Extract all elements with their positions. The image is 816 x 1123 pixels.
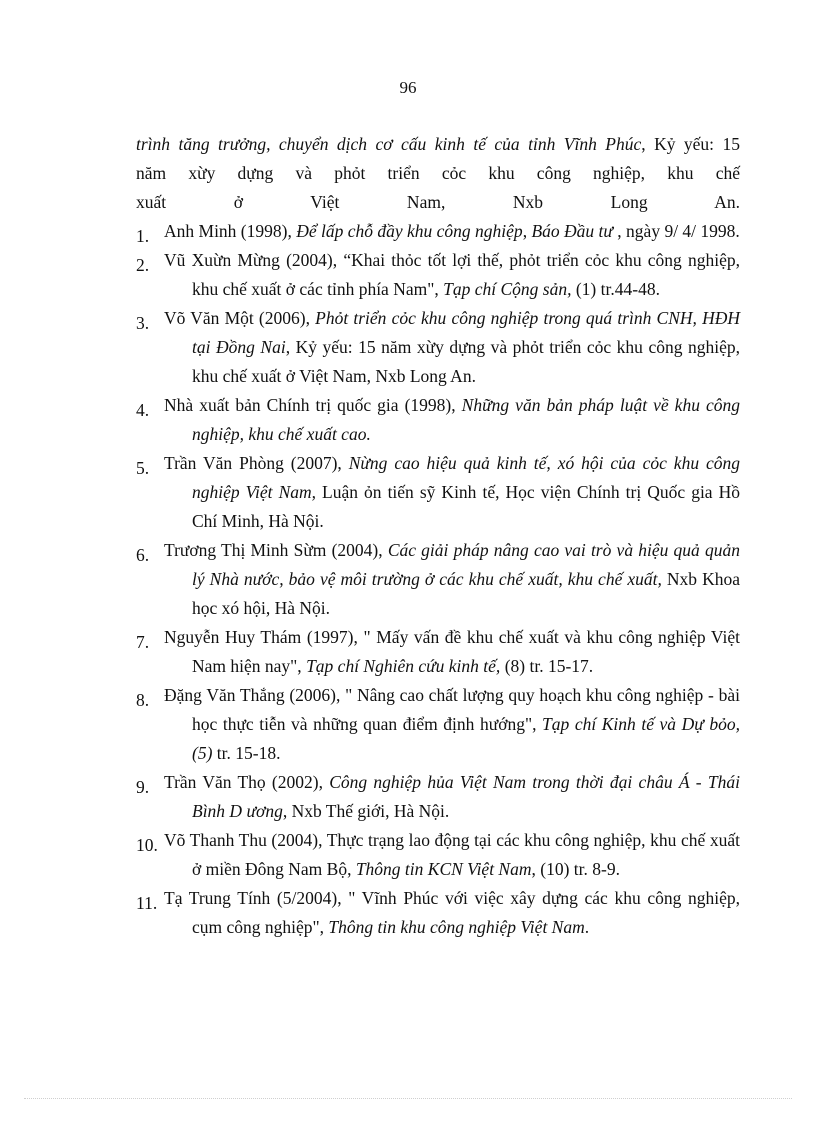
continued-line-3: xuất ở Việt Nam, Nxb Long An. (136, 192, 740, 212)
reference-text: Trần Văn Phòng (2007), (164, 453, 349, 473)
reference-text: , (10) tr. 8-9. (531, 859, 620, 879)
reference-title: Công nghiệp hủa Việt Nam trong thời đại châu Á - Thái Bình D ương (192, 772, 740, 821)
reference-text: , (522, 221, 532, 241)
reference-title: Tạp chí Cộng sản, (443, 279, 572, 299)
reference-title: Phỏt triển cỏc khu công nghiệp trong quá trình CNH, HĐH tại Đồng Nai (192, 308, 740, 357)
reference-title: Báo Đầu tư (531, 221, 613, 241)
reference-item (136, 304, 740, 391)
reference-list (136, 217, 740, 942)
reference-item (136, 217, 740, 246)
reference-title: Tạp chí Kinh tế và Dự bỏo, (5) (192, 714, 740, 763)
reference-text: tr. 15-18. (212, 743, 281, 763)
reference-item (136, 246, 740, 304)
reference-text: Tạ Trung Tính (5/2004), " Vĩnh Phúc với việc xây dựng các khu công nghiệp, cụm công nghiệp", (164, 888, 740, 937)
reference-text: Nhà xuất bản Chính trị quốc gia (1998), (164, 395, 462, 415)
reference-title: Để lấp chỗ đầy khu công nghiệp (296, 221, 523, 241)
reference-text: . (584, 917, 590, 937)
reference-number: 8. (136, 690, 150, 710)
reference-number: 1. (136, 226, 150, 246)
reference-title: Nừng cao hiệu quả kinh tế, xó hội của cỏc khu công nghiệp Việt Nam, (192, 453, 741, 502)
reference-item (136, 681, 740, 768)
reference-text: Nxb Khoa học xó hội, Hà Nội. (192, 569, 740, 618)
page-number: 96 (399, 78, 417, 97)
reference-item (136, 768, 740, 826)
reference-number: 6. (136, 545, 150, 565)
reference-item (136, 826, 740, 884)
continued-reference (136, 130, 740, 217)
reference-text: Anh Minh (1998), (164, 221, 297, 241)
continued-line-1 (136, 130, 740, 159)
reference-text: , Kỷ yếu: 15 năm xừy dựng và phỏt triển cỏc khu công nghiệp, khu chế xuất ở Việt Nam, Nxb Long An. (192, 337, 740, 386)
reference-title: Tạp chí Nghiên cứu kinh tế, (306, 656, 501, 676)
reference-title: Các giải pháp nâng cao vai trò và hiệu quả quản lý Nhà nước, bảo vệ môi trường ở các khu chế xuất, khu chế xuất, (192, 540, 740, 589)
reference-item (136, 449, 740, 536)
reference-text: (8) tr. 15-17. (500, 656, 594, 676)
reference-text: (1) tr.44-48. (571, 279, 660, 299)
reference-title: Những văn bản pháp luật về khu công nghiệp, khu chế xuất cao. (192, 395, 740, 444)
reference-number: 10. (136, 835, 158, 855)
reference-item (136, 623, 740, 681)
reference-text: , ngày 9/ 4/ 1998. (612, 221, 740, 241)
reference-item (136, 391, 740, 449)
reference-text: Võ Thanh Thu (2004), Thực trạng lao động tại các khu công nghiệp, khu chế xuất ở miền Đông Nam Bộ, (164, 830, 740, 879)
reference-title: Thông tin khu công nghiệp Việt Nam (328, 917, 585, 937)
reference-text: Luận ỏn tiến sỹ Kinh tế, Học viện Chính trị Quốc gia Hồ Chí Minh, Hà Nội. (192, 482, 740, 531)
reference-text: Trương Thị Minh Sừm (2004), (164, 540, 388, 560)
reference-text: Vũ Xuừn Mừng (2004), “Khai thỏc tốt lợi thế, phỏt triển cỏc khu công nghiệp, khu chế xuất ở các tỉnh phía Nam", (164, 250, 740, 299)
reference-item (136, 884, 740, 942)
reference-title: Thông tin KCN Việt Nam (355, 859, 532, 879)
reference-text: , Nxb Thế giới, Hà Nội. (282, 801, 450, 821)
references-content (136, 130, 740, 942)
reference-item (136, 536, 740, 623)
reference-number: 7. (136, 632, 150, 652)
continued-italic: trình tăng trưởng, chuyển dịch cơ cấu kinh tế của tỉnh Vĩnh Phúc (136, 134, 642, 154)
continued-line-1-rest: , Kỷ yếu: 15 (641, 134, 740, 154)
reference-number: 4. (136, 400, 150, 420)
reference-text: Trần Văn Thọ (2002), (164, 772, 330, 792)
reference-text: Nguyễn Huy Thám (1997), " Mấy vấn đề khu chế xuất và khu công nghiệp Việt Nam hiện nay", (164, 627, 740, 676)
reference-number: 9. (136, 777, 150, 797)
reference-text: Đặng Văn Thắng (2006), " Nâng cao chất lượng quy hoạch khu công nghiệp - bài học thực tiễn và những quan điểm định hướng", (164, 685, 740, 734)
reference-number: 3. (136, 313, 150, 333)
footer-divider (24, 1098, 792, 1099)
reference-number: 11. (136, 893, 158, 913)
continued-line-2: năm xừy dựng và phỏt triển cỏc khu công nghiệp, khu chế (136, 163, 740, 183)
reference-number: 5. (136, 458, 150, 478)
reference-text: Võ Văn Một (2006), (164, 308, 316, 328)
reference-number: 2. (136, 255, 150, 275)
